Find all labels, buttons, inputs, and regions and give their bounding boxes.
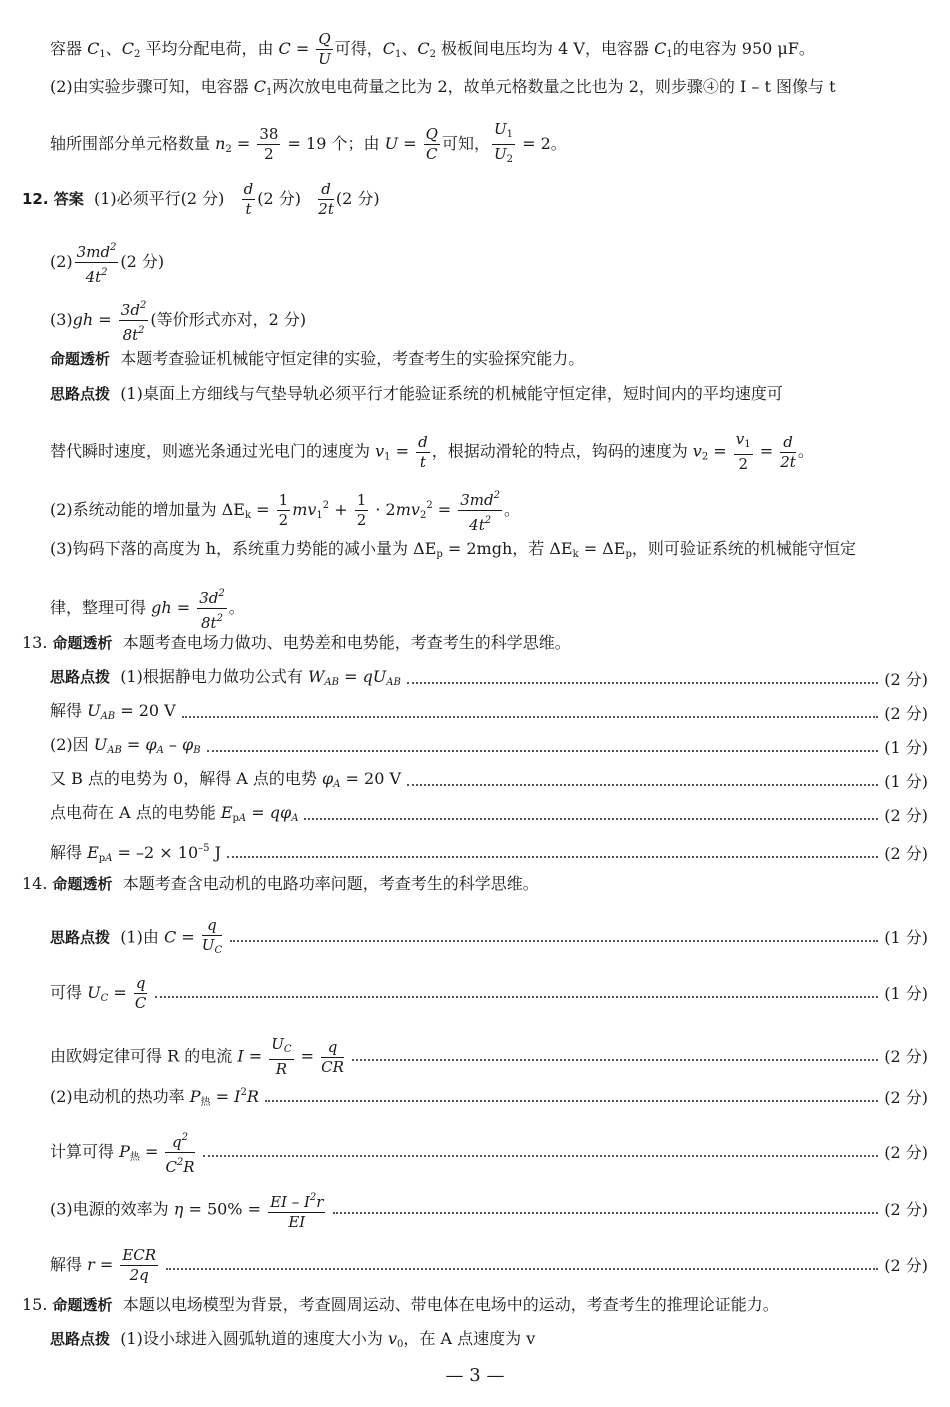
text-line: (3)钩码下落的高度为 h，系统重力势能的减小量为 $\Delta E_p = 2mgh$，若 $\Delta E_k = \Delta E_p$，则可验证系统的机械能守恒定	[50, 539, 856, 560]
scoring-row: 思路点拨 (1)由 C = $\frac{q}{U_C}$ (1 分)	[50, 916, 928, 956]
text-line: 思路点拨 (1)桌面上方细线与气垫导轨必须平行才能验证系统的机械能守恒定律，短时间内的平均速度可	[50, 384, 783, 403]
text-line: 律，整理可得 gh = $\frac{3d^2}{8t^2}$ 。	[50, 584, 245, 633]
question-13-header: 13. 命题透析 本题考查电场力做功、电势差和电势能，考查考生的科学思维。	[22, 633, 571, 652]
scoring-row: (3)电源的效率为 η = 50% = $\frac{EI - I^2r}{EI}$ (2 分)	[50, 1188, 928, 1232]
scoring-row: 解得 $U_{AB} = 20$ V (2 分)	[50, 701, 928, 723]
scoring-row: 解得 r = ECR 2q (2 分)	[50, 1246, 928, 1284]
text-line: 容器 $C_1$、$C_2$ 平均分配电荷，由 C = $\frac{Q}{U}$ 可得，$C_1$、$C_2$ 极板间电压均为 4 V，电容器 $C_1$的电容为 950 μF。	[50, 30, 815, 68]
question-12-answer: 12. 答案 (1)必须平行(2 分) $\frac{d}{t}$ (2 分) $\frac{d}{2t}$ (2 分)	[22, 180, 380, 218]
page-number: — 3 —	[445, 1365, 505, 1386]
question-14-header: 14. 命题透析 本题考查含电动机的电路功率问题，考查考生的科学思维。	[22, 874, 539, 893]
text-line: 思路点拨 (1)设小球进入圆弧轨道的速度大小为 $v_0$，在 A 点速度为 v	[50, 1329, 536, 1350]
question-15-header: 15. 命题透析 本题以电场模型为背景，考查圆周运动、带电体在电场中的运动，考查考生的推理论证能力。	[22, 1295, 779, 1314]
scoring-row: 由欧姆定律可得 R 的电流 I = $\frac{U_C}{R}$ = $\frac{q}{CR}$ (2 分)	[50, 1035, 928, 1078]
scoring-row: (2)电动机的热功率 $P_热 = I^2R$ (2 分)	[50, 1087, 928, 1108]
text-line: 替代瞬时速度，则遮光条通过光电门的速度为 $v_1$ = $\frac{d}{t}$ ，根据动滑轮的特点，钩码的速度为 $v_2$ = $\frac{v_1}{2}$ = $\frac{d}{2t}$ 。	[50, 430, 814, 473]
text-line: (2) $\frac{3md^2}{4t^2}$ (2 分)	[50, 238, 164, 287]
scoring-row: 可得 $U_C$ = $\frac{q}{C}$ (1 分)	[50, 974, 928, 1012]
scoring-row: 又 B 点的电势为 0，解得 A 点的电势 $\varphi_A = 20$ V (1 分)	[50, 769, 928, 791]
scoring-row: 思路点拨 (1)根据静电力做功公式有 $W_{AB} = qU_{AB}$ (2 分)	[50, 667, 928, 689]
text-line: 轴所围部分单元格数量 $n_2$ = $\frac{38}{2}$ = 19 个；由 U = $\frac{Q}{C}$ 可知， $\frac{U_1}{U_2}$ = 2。	[50, 120, 567, 165]
text-line: 命题透析 本题考查验证机械能守恒定律的实验，考查考生的实验探究能力。	[50, 349, 585, 368]
scoring-row: (2)因 $U_{AB} = \varphi_A - \varphi_B$ (1 分)	[50, 735, 928, 757]
text-line: (2)由实验步骤可知，电容器 $C_1$两次放电电荷量之比为 2，故单元格数量之比也为 2，则步骤④的 I – t 图像与 t	[50, 77, 836, 98]
scoring-row: 点电荷在 A 点的电势能 $E_{pA} = q\varphi_A$ (2 分)	[50, 803, 928, 825]
text-line: (2)系统动能的增加量为 $\Delta E_k$ = $\frac{1}{2}$ $mv_1^2$ + $\frac{1}{2}$ · $2mv_2^2$ = $\frac{3md^2}{4t^2}$ 。	[50, 486, 520, 535]
scoring-row: 计算可得 $P_热$ = $\frac{q^2}{C^2R}$ (2 分)	[50, 1128, 928, 1177]
scoring-row: 解得 $E_{pA} = -2 \times 10^{-5}$ J (2 分)	[50, 843, 928, 864]
text-line: (3)gh = $\frac{3d^2}{8t^2}$ (等价形式亦对，2 分)	[50, 296, 306, 345]
